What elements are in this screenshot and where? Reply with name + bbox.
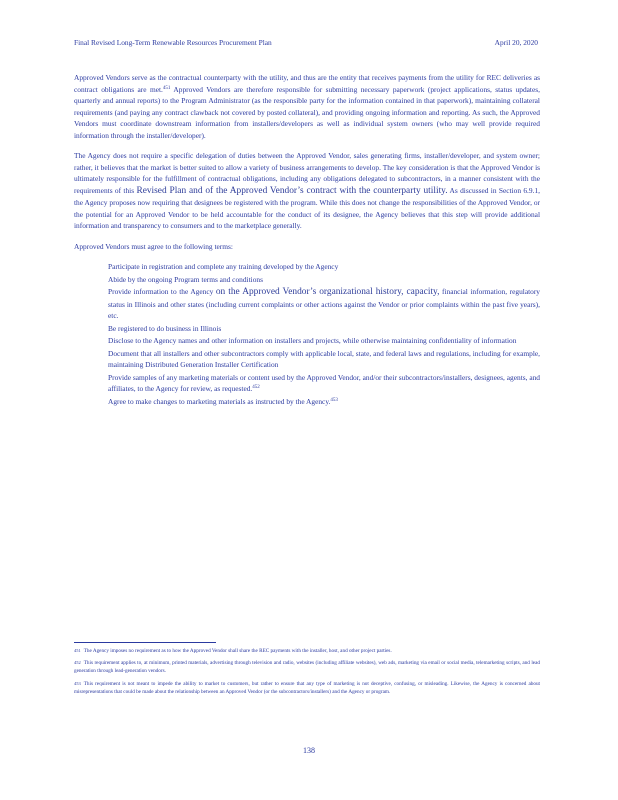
paragraph-approved-vendors [74, 72, 540, 141]
footnote-452 [74, 659, 540, 675]
paragraph-1-continued: Approved Vendors are therefore responsible for submitting necessary paperwork (project applications, status updates, quarterly and annual reports) to the Program Administrator (as the responsible party for the information contained in that paperwork), maintaining collateral requirements (and paying any contract clawback not covered by posted collateral), and providing ongoing information and reporting. As such, the Approved Vendors must coordinate downstream information from installers/developers as well as individual system owners (who may well provide required information through the installer/developer). [74, 84, 540, 140]
term-text-continued: financial information, regulatory status in Illinois and other states (including current complaints or other actions against the Vendor or prior complaints within the past five years), etc. [108, 287, 540, 320]
page-number: 138 [303, 746, 315, 755]
footnote-451 [74, 647, 540, 655]
list-item [92, 348, 540, 371]
paragraph-2-part-a: The Agency does not require a specific delegation of duties between the Approved Vendor, sales generating firms, installer/developer, and system owner; rather, it believes that the market is better suited to allow a variety of business arrangements to develop. The key consideration is that the Approved Vendor is ultimately responsible for the fulfillment of contractual obligations, including any obligations delegated to subcontractors, in a manner consistent with the requirements of this [74, 151, 540, 195]
term-text: Agree to make changes to marketing materials as instructed by the Agency. [108, 396, 331, 406]
footnote-ref-451[interactable]: 451 [162, 85, 171, 91]
term-text: Document that all installers and other subcontractors comply with applicable local, state, and federal laws and regulations, including for example, maintaining Distributed Generation Installer Certification [108, 348, 540, 369]
header-date: April 20, 2020 [494, 38, 538, 47]
footnote-ref-453[interactable]: 453 [330, 397, 338, 403]
footnote-separator [74, 642, 216, 643]
term-text: Disclose to the Agency names and other information on installers and projects, while otherwise maintaining confidentiality of information [108, 336, 517, 345]
list-item [92, 286, 540, 322]
list-item [92, 323, 540, 335]
footnote-text: The Agency imposes no requirement as to how the Approved Vendor shall share the REC payments with the installer, host, and other project parties. [83, 648, 392, 654]
paragraph-2-part-b: As discussed in Section 6.9.1, the Agency proposes now requiring that designees be registered with the program. While this does not change the responsibilities of the Approved Vendor, or the potential for an Approved Vendor to be held accountable for the conduct of its designee, the Agency believes that this step will provide additional information and transparency to consumers and to the marketplace generally. [74, 185, 540, 230]
footnote-text: This requirement is not meant to impede the ability to market to customers, but rather to ensure that any type of marketing is not deceptive, confusing, or misleading. Likewise, the Agency is concerned about misrepresentations that could be made about the relationship between an Approved Vendor (or the subcontractors/installers) and the Agency or program. [74, 680, 540, 695]
list-item [92, 372, 540, 395]
list-item [92, 261, 540, 273]
term-text: Provide information to the Agency [108, 287, 216, 296]
terms-list [74, 261, 540, 407]
body-text [74, 72, 540, 408]
list-item [92, 335, 540, 347]
paragraph-terms-intro: Approved Vendors must agree to the following terms: [74, 241, 233, 251]
term-text: Participate in registration and complete any training developed by the Agency [108, 262, 339, 271]
term-large-text: on the Approved Vendor’s organizational history, capacity, [215, 287, 440, 297]
paragraph-delegation [74, 150, 540, 232]
paragraph-1-text: Approved Vendors serve as the contractual counterparty with the utility, and thus are the entity that receives payments from the utility for REC deliveries as contract obligations are met. [74, 73, 540, 94]
term-text: Abide by the ongoing Program terms and conditions [108, 274, 263, 284]
footnote-number: 453 [74, 680, 81, 686]
footnote-ref-452[interactable]: 452 [252, 385, 260, 390]
list-item [92, 396, 540, 408]
footnote-number: 452 [74, 660, 81, 666]
paragraph-2-large-text: Revised Plan and of the Approved Vendor’s contract with the counterparty utility. [136, 185, 448, 196]
footnotes [74, 647, 540, 700]
footnote-number: 451 [74, 648, 81, 653]
list-item [92, 274, 540, 286]
term-text: Be registered to do business in Illinois [108, 323, 222, 333]
footnote-453 [74, 680, 540, 696]
footnote-text: This requirement applies to, at minimum, printed materials, advertising through television and radio, websites (including affiliate websites), web ads, marketing via email or social media, telemarketing scripts, and lead generation through lead-generation vendors. [74, 660, 540, 675]
term-text: Provide samples of any marketing materials or content used by the Approved Vendor, and/or their subcontractors/installers, designees, agents, and affiliates, to the Agency for review, as requested. [108, 372, 540, 393]
header-title: Final Revised Long-Term Renewable Resources Procurement Plan [74, 38, 272, 47]
